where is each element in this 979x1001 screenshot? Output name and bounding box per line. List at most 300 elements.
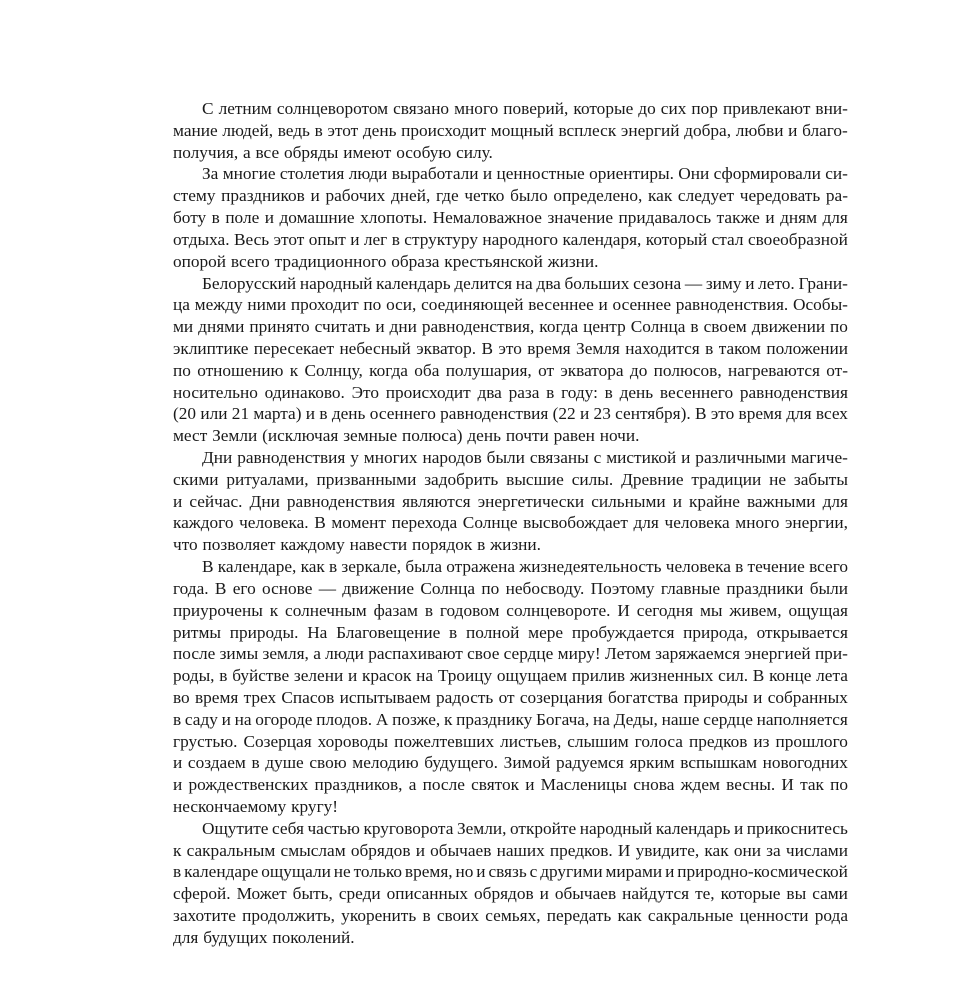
text-line [173, 818, 848, 840]
word: порядок [412, 535, 473, 555]
word: в [173, 709, 182, 729]
word: полной [465, 622, 520, 642]
word: и [375, 317, 385, 337]
word: равноденствия [440, 404, 549, 424]
word: быть, [292, 884, 333, 904]
word: Ощутите [202, 818, 269, 838]
word: среди [338, 884, 381, 904]
word: силы. [571, 469, 614, 489]
word: откройте [510, 818, 577, 838]
word: наше [661, 709, 700, 729]
word: ритмы [173, 622, 221, 642]
word: каждому [280, 535, 345, 555]
word: сильными [591, 491, 666, 511]
text-line [173, 861, 848, 883]
word: к [173, 840, 182, 860]
word: и [305, 404, 316, 424]
word: солнцеворотом [276, 99, 389, 118]
text-line [173, 120, 848, 142]
word: много [454, 99, 499, 118]
word: люди [348, 164, 388, 184]
word: два [477, 382, 502, 402]
word: по [481, 578, 500, 598]
word: боту [173, 208, 207, 228]
word: сегодня [636, 600, 694, 620]
word: день [362, 120, 397, 140]
word: и [788, 120, 798, 140]
word: энергетически [477, 491, 585, 511]
word: будущих [203, 927, 268, 947]
word: и [173, 753, 183, 773]
word: ценности [739, 906, 809, 926]
word: годовом [439, 600, 500, 620]
word: те, [695, 884, 715, 904]
word: главные [660, 578, 721, 598]
word: была [405, 557, 443, 577]
word: мы [699, 600, 723, 620]
word: и [681, 448, 691, 467]
word: образа [391, 251, 440, 271]
word: ярким [629, 753, 675, 773]
word: роды, [173, 666, 215, 686]
word: мирами [605, 862, 663, 882]
word: важными [746, 491, 816, 511]
word: принято [249, 317, 310, 337]
word: найдутся [622, 884, 690, 904]
word: позже, [392, 709, 441, 729]
word: саду [184, 709, 218, 729]
paragraph [173, 98, 848, 163]
word: И [781, 775, 794, 795]
word: а [408, 775, 417, 795]
word: (20 [173, 404, 197, 424]
word: — [684, 273, 703, 293]
word: много [735, 513, 780, 533]
word: жизнедеятельность [519, 557, 662, 577]
word: Благовещение [336, 622, 441, 642]
word: добра, [684, 120, 732, 140]
word: заряжаемся [655, 644, 741, 664]
word: и [672, 491, 682, 511]
word: И [617, 840, 631, 860]
word: богатства [607, 687, 679, 707]
word: позволяет [202, 535, 276, 555]
word: ощущая [788, 600, 848, 620]
word: ми [173, 317, 194, 337]
word: мощный [490, 120, 554, 140]
word: который [645, 229, 708, 249]
word: зелени [293, 666, 344, 686]
word: сердце [503, 644, 554, 664]
word: получия, [173, 142, 239, 162]
word: жизненных [629, 666, 714, 686]
word: ощущаем [496, 666, 568, 686]
word: и [221, 709, 231, 729]
word: с [593, 448, 602, 467]
word: четко [464, 186, 505, 206]
word: Солнца [630, 317, 686, 337]
word: два [536, 273, 561, 293]
word: природы [683, 687, 748, 707]
text-line [173, 665, 848, 687]
word: рабочих [325, 186, 386, 206]
word: основе [262, 578, 313, 598]
word: себя [272, 818, 304, 838]
word: оси, [386, 295, 417, 315]
word: В [694, 404, 707, 424]
text-line [173, 709, 848, 731]
word: опорой [173, 251, 227, 271]
word: дни [389, 317, 417, 337]
word: и [579, 404, 590, 424]
word: Особы- [792, 295, 848, 315]
word: происходит [385, 382, 471, 402]
word: вы [786, 884, 807, 904]
word: миру! [557, 644, 601, 664]
word: и [525, 775, 535, 795]
word: грустью. [173, 731, 238, 751]
word: до [629, 360, 648, 380]
word: навести [349, 535, 408, 555]
word: одинаково. [264, 382, 345, 402]
word: Деды, [613, 709, 658, 729]
word: следует [677, 186, 735, 206]
word: поверий, [503, 99, 569, 118]
word: Поэтому [590, 578, 655, 598]
text-line [173, 622, 848, 644]
word: на [416, 666, 434, 686]
word: делится [454, 273, 513, 293]
word: обычаев [430, 840, 492, 860]
word: Может [236, 884, 287, 904]
word: наших [496, 840, 545, 860]
word: было [510, 186, 548, 206]
word: своем [703, 317, 747, 337]
word: Весь [233, 229, 270, 249]
word: этот [273, 229, 305, 249]
word: которые [573, 99, 634, 118]
word: круговорота [363, 818, 454, 838]
text-line [173, 338, 848, 360]
word: также [716, 208, 760, 228]
word: полюса) [402, 426, 463, 446]
word: и [476, 862, 486, 882]
text-line [173, 687, 848, 709]
text-line [173, 927, 848, 949]
word: время [738, 404, 782, 424]
word: Троицу [437, 666, 493, 686]
word: живем, [729, 600, 782, 620]
word: в [449, 622, 458, 642]
word: создаем [187, 753, 246, 773]
word: пожелтевших [394, 731, 495, 751]
word: но [455, 862, 474, 882]
word: были [486, 448, 525, 467]
word: небосводу. [505, 578, 585, 598]
word: продолжить, [242, 906, 335, 926]
word: мере [528, 622, 564, 642]
word: ними [247, 295, 287, 315]
word: это [710, 404, 735, 424]
word: момент [331, 513, 386, 533]
word: Белорусский [202, 273, 297, 293]
word: зеркале, [341, 557, 402, 577]
word: многих [363, 448, 418, 467]
word: привлекают [722, 99, 811, 118]
word: традиционного [274, 251, 387, 271]
text-line [173, 229, 848, 251]
word: из [753, 731, 770, 751]
word: полушария, [445, 360, 532, 380]
word: радость [436, 687, 494, 707]
word: дням [780, 208, 818, 228]
word: увидите, [635, 840, 700, 860]
word: мест [173, 426, 208, 446]
word: проходит [290, 295, 359, 315]
word: конце [769, 666, 812, 686]
word: в [391, 229, 400, 249]
word: почти [505, 426, 549, 446]
word: народный [299, 273, 373, 293]
word: весеннего [659, 382, 734, 402]
word: праздников, [314, 775, 403, 795]
word: и [482, 164, 493, 184]
word: в [422, 906, 431, 926]
word: для [822, 491, 848, 511]
word: каждого [173, 513, 234, 533]
word: в [173, 862, 182, 882]
word: передать [546, 906, 612, 926]
word: за [766, 840, 781, 860]
word: человека [665, 557, 731, 577]
word: так [800, 775, 824, 795]
word: Богача, [535, 709, 590, 729]
word: Солнца [420, 578, 476, 598]
word: слышим [567, 731, 629, 751]
word: осеннего [369, 404, 436, 424]
word: жизни. [547, 251, 599, 271]
word: Масленицы [540, 775, 628, 795]
word: фазам [373, 600, 418, 620]
word: С [202, 99, 214, 118]
word: сил. [718, 666, 749, 686]
word: равен [553, 426, 595, 446]
word: различными [695, 448, 787, 467]
word: 21 [231, 404, 250, 424]
word: от [498, 687, 515, 707]
word: года. [173, 578, 209, 598]
word: в [477, 535, 486, 555]
word: от- [826, 360, 848, 380]
word: ориентиры. [589, 164, 674, 184]
word: в [319, 404, 328, 424]
word: ощущали [261, 862, 331, 882]
word: распахивают [368, 644, 463, 664]
word: осеннее [612, 295, 671, 315]
text-line [173, 251, 848, 273]
word: равноденствия [286, 491, 396, 511]
word: домашние [279, 208, 355, 228]
word: для [633, 513, 659, 533]
word: и [745, 273, 755, 293]
word: и [753, 687, 763, 707]
word: земля, [262, 644, 309, 664]
word: все [255, 142, 280, 162]
word: Солнце [462, 513, 518, 533]
word: крайне [689, 491, 740, 511]
word: в [735, 557, 744, 577]
word: листьев, [500, 731, 562, 751]
text-line [173, 600, 848, 622]
word: равноденствия. [675, 295, 789, 315]
text-line [173, 752, 848, 774]
word: своеобразной [747, 229, 848, 249]
word: мистикой [606, 448, 677, 467]
word: На [307, 622, 328, 642]
word: Зимой [503, 753, 551, 773]
word: только [353, 862, 402, 882]
word: а [313, 644, 321, 664]
text-line [173, 98, 848, 120]
word: предков. [549, 840, 613, 860]
word: прилив [571, 666, 625, 686]
word: на [593, 709, 610, 729]
word: природно-космической [677, 862, 848, 882]
word: приурочены [173, 600, 263, 620]
word: выработали [391, 164, 479, 184]
word: зиму [705, 273, 742, 293]
word: дней, [391, 186, 431, 206]
word: ца [173, 295, 190, 315]
word: народный [579, 818, 653, 838]
word: значение [547, 208, 614, 228]
word: столетия [279, 164, 345, 184]
word: движении [751, 317, 826, 337]
word: сентября). [615, 404, 691, 424]
word: поколений. [272, 927, 355, 947]
word: равноденствия [237, 448, 346, 467]
word: рода [814, 906, 848, 926]
word: особую [396, 142, 452, 162]
word: они [733, 840, 761, 860]
word: это [498, 338, 522, 358]
word: наполняется [756, 709, 848, 729]
word: другими [540, 862, 603, 882]
word: календаре, [217, 557, 297, 577]
word: плодов. [316, 709, 373, 729]
word: хлопоты. [360, 208, 428, 228]
word: и [173, 775, 183, 795]
word: буйстве [232, 666, 290, 686]
word: когда [369, 360, 408, 380]
word: сих [660, 99, 687, 118]
word: голоса [634, 731, 683, 751]
word: сакральным [186, 840, 276, 860]
word: время [194, 687, 239, 707]
word: положении [766, 338, 848, 358]
word: солнцевороте. [506, 600, 611, 620]
word: с [529, 862, 538, 882]
word: народного [482, 229, 559, 249]
word: Созерцая [243, 731, 312, 751]
word: после [173, 644, 216, 664]
word: зимы [219, 644, 259, 664]
word: Спасов [281, 687, 335, 707]
word: у [350, 448, 359, 467]
text-line [173, 578, 848, 600]
word: ждем [680, 775, 720, 795]
word: связь [488, 862, 527, 882]
word: нескончаемому [173, 797, 287, 816]
word: обрядов [474, 884, 534, 904]
word: традиции [691, 469, 762, 489]
word: календаря, [562, 229, 642, 249]
word: были [809, 578, 848, 598]
word: для [786, 404, 812, 424]
word: трех [243, 687, 277, 707]
word: в [424, 600, 433, 620]
text-line [173, 883, 848, 905]
word: в [251, 753, 260, 773]
word: лета [816, 666, 848, 686]
word: и [310, 186, 320, 206]
word: 23 [593, 404, 611, 424]
word: всего [230, 251, 270, 271]
word: лето. [758, 273, 795, 293]
word: энергии, [785, 513, 848, 533]
word: в [314, 120, 323, 140]
text-line [173, 316, 848, 338]
word: сакральные [647, 906, 734, 926]
word: благо- [802, 120, 848, 140]
word: Земли [212, 426, 258, 446]
word: ведь [277, 120, 310, 140]
paragraph [173, 163, 848, 272]
word: призванными [316, 469, 417, 489]
word: по [830, 775, 848, 795]
word: людей, [222, 120, 274, 140]
word: к [443, 709, 453, 729]
word: святок [471, 775, 520, 795]
word: За [202, 164, 219, 184]
word: таком [718, 338, 761, 358]
text-line [173, 382, 848, 404]
word: не [333, 862, 351, 882]
word: ра- [825, 186, 848, 206]
word: Солнцу, [304, 360, 363, 380]
word: определено, [553, 186, 643, 206]
text-line [173, 294, 848, 316]
word: структуру [404, 229, 478, 249]
word: си- [825, 164, 848, 184]
text-line [173, 491, 848, 513]
word: в [211, 208, 220, 228]
word: народов [422, 448, 482, 467]
word: земные [343, 426, 398, 446]
word: время, [404, 862, 453, 882]
word: отношению [197, 360, 284, 380]
word: собранных [767, 687, 848, 707]
word: Они [678, 164, 710, 184]
word: крестьянской [444, 251, 543, 271]
word: во [173, 687, 190, 707]
word: день [467, 426, 501, 446]
word: отдыха. [173, 229, 230, 249]
word: поле [225, 208, 260, 228]
word: в [705, 338, 714, 358]
word: в [604, 382, 613, 402]
word: в [328, 557, 338, 577]
